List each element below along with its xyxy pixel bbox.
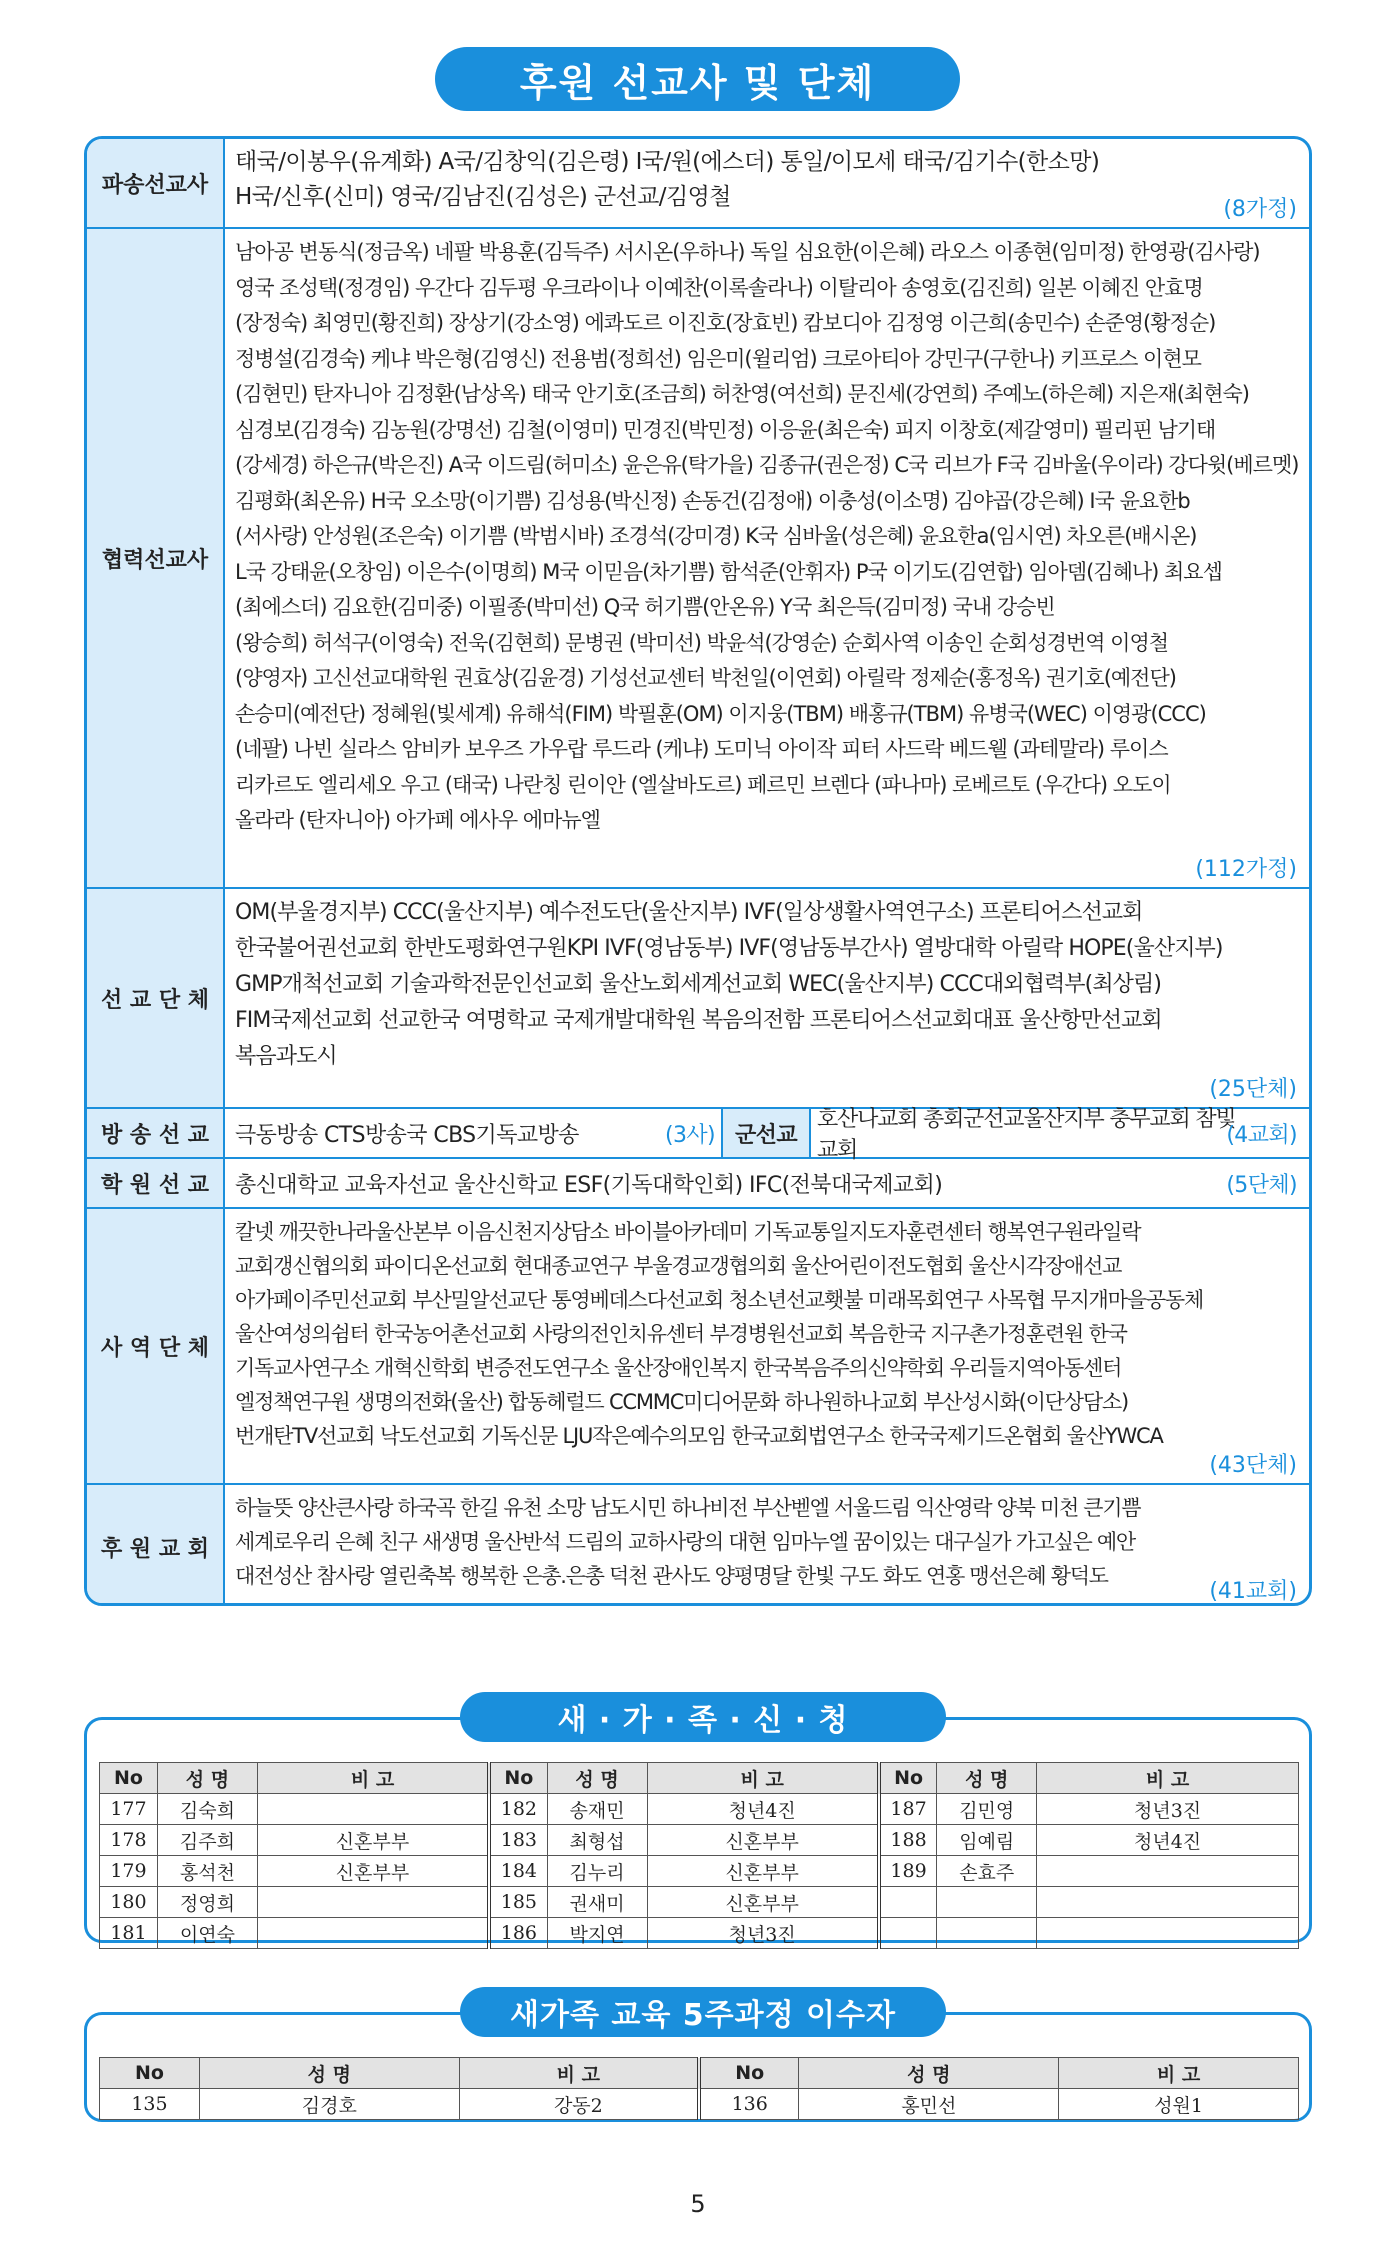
row-count: (41교회) xyxy=(1209,1579,1297,1604)
row-mission-organizations xyxy=(87,889,1309,1109)
cell-note: 청년3진 xyxy=(647,1918,879,1949)
row-dispatch-missionaries xyxy=(87,139,1309,229)
header-no: No xyxy=(699,2058,799,2089)
cell-name: 송재민 xyxy=(547,1794,647,1825)
cell-no: 179 xyxy=(100,1856,158,1887)
new-family-section xyxy=(84,1717,1312,1946)
header-name: 성 명 xyxy=(937,1763,1037,1794)
table-header-row xyxy=(100,2058,1299,2089)
header-note: 비 고 xyxy=(1059,2058,1299,2089)
cell-note xyxy=(1037,1918,1299,1949)
header-name: 성 명 xyxy=(799,2058,1059,2089)
cell-note: 신혼부부 xyxy=(647,1856,879,1887)
row-count: (43단체) xyxy=(1209,1453,1297,1478)
cell-no: 136 xyxy=(699,2089,799,2120)
page-number: 5 xyxy=(690,2190,706,2218)
cell-name: 최형섭 xyxy=(547,1825,647,1856)
cell-note: 강동2 xyxy=(459,2089,699,2120)
header-name: 성 명 xyxy=(157,1763,257,1794)
cell-no: 185 xyxy=(489,1887,547,1918)
row-content: 총신대학교 교육자선교 울산신학교 ESF(기독대학인회) IFC(전북대국제교회) xyxy=(235,1172,943,1198)
cell-no: 186 xyxy=(489,1918,547,1949)
cell-name: 김민영 xyxy=(937,1794,1037,1825)
cell-no: 187 xyxy=(879,1794,937,1825)
cell-no: 135 xyxy=(100,2089,200,2120)
header-note: 비 고 xyxy=(459,2058,699,2089)
military-mission-list: 호산나교회 총회군선교울산지부 충무교회 참빛교회 xyxy=(817,1107,1236,1163)
header-no: No xyxy=(879,1763,937,1794)
military-mission-label: 군선교 xyxy=(721,1109,811,1157)
cell-no: 182 xyxy=(489,1794,547,1825)
table-header-row xyxy=(100,1763,1299,1794)
cell-no: 178 xyxy=(100,1825,158,1856)
broadcast-count: (3사) xyxy=(664,1122,715,1148)
cell-name: 임예림 xyxy=(937,1825,1037,1856)
cell-note: 신혼부부 xyxy=(647,1887,879,1918)
cell-note: 성원1 xyxy=(1059,2089,1299,2120)
header-note: 비 고 xyxy=(647,1763,879,1794)
cell-no: 188 xyxy=(879,1825,937,1856)
military-mission-count: (4교회) xyxy=(1226,1122,1297,1148)
row-content: 남아공 변동식(정금옥) 네팔 박용훈(김득주) 서시온(우하나) 독일 심요한(이은혜) 라오스 이종현(임미정) 한영광(김사랑) 영국 조성택(정경임) 우간다 김두평 우크라이나 이예찬(이록솔라나) 이탈리아 송영호(김진희) 일본 이혜진 안효명 (장정숙) 최영민(황진희) 장상기(강소영) 에콰도르 이진호(장효빈) 캄보디아 김정영 이근희(송민수) 손준영(황정순) 정병설(김경숙) 케냐 박은형(김영신) 전용범(정희선) 임은미(윌리엄) 크로아티아 강민구(구한나) 키프로스 이현모 (김현민) 탄자니아 김정환(남상옥) 태국 안기호(조금희) 허찬영(여선희) 문진세(강연희) 주예노(하은혜) 지은재(최현숙) 심경보(김경숙) 김농원(강명선) 김철(이영미) 민경진(박민정) 이응윤(최은숙) 피지 이창호(제갈영미) 필리핀 남기태 (강세경) 하은규(박은진) A국 이드림(허미소) 윤은유(탁가을) 김종규(권은정) C국 리브가 F국 김바울(우이라) 강다윗(베르멧) 김평화(최온유) H국 오소망(이기쁨) 김성용(박신정) 손동건(김정애) 이충성(이소명) 김야곱(강은혜) I국 윤요한b (서사랑) 안성원(조은숙) 이기쁨 (박범시바) 조경석(강미경) K국 심바울(성은혜) 윤요한a(임시연) 차오른(배시온) L국 강태윤(오창임) 이은수(이명희) M국 이믿음(차기쁨) 함석준(안휘자) P국 이기도(김연합) 임아뎀(김혜나) 최요셉 (최에스더) 김요한(김미중) 이필종(박미선) Q국 허기쁨(안온유) Y국 최은득(김미정) 국내 강승빈 (왕승희) 허석구(이영숙) 전욱(김현희) 문병권 (박미선) 박윤석(강영순) 순회사역 이송인 순회성경번역 이영철 (양영자) 고신선교대학원 권효상(김윤경) 기성선교센터 박천일(이연회) 아릴락 정제순(홍정옥) 권기호(예전단) 손승미(예전단) 정혜원(빛세계) 유해석(FIM) 박필훈(OM) 이지웅(TBM) 배홍규(TBM) 유병국(WEC) 이영광(CCC) (네팔) 나빈 실라스 암비카 보우즈 가우랍 루드라 (케냐) 도미닉 아이작 피터 사드락 베드웰 (과테말라) 루이스 리카르도 엘리세오 우고 (태국) 나란칭 린이안 (엘살바도르) 페르민 브렌다 (파나마) 로베르토 (우간다) 오도이 올라라 (탄자니아) 아가페 에사우 에마뉴엘 xyxy=(235,240,1299,832)
row-partner-missionaries xyxy=(87,229,1309,889)
cell-note xyxy=(257,1794,489,1825)
table-row xyxy=(100,2089,1299,2120)
cell-name: 박지연 xyxy=(547,1918,647,1949)
cell-name: 이연숙 xyxy=(157,1918,257,1949)
sponsor-table xyxy=(84,136,1312,1606)
row-sponsor-churches xyxy=(87,1485,1309,1606)
education-title: 새가족 교육 5주과정 이수자 xyxy=(460,1987,946,2037)
header-no: No xyxy=(489,1763,547,1794)
row-label: 사 역 단 체 xyxy=(87,1209,225,1483)
cell-no xyxy=(879,1887,937,1918)
cell-no: 183 xyxy=(489,1825,547,1856)
table-row xyxy=(100,1794,1299,1825)
page-title: 후원 선교사 및 단체 xyxy=(435,47,960,111)
row-content: 하늘뜻 양산큰사랑 하국곡 한길 유천 소망 남도시민 하나비전 부산벧엘 서울드림 익산영락 양북 미천 큰기쁨 세계로우리 은혜 친구 새생명 울산반석 드림의 교하사랑의 대현 임마누엘 꿈이있는 대구실가 가고싶은 예안 대전성산 참사랑 열린축복 행복한 은총.은총 덕천 관사도 양평명달 한빛 구도 화도 연홍 맹선은혜 황덕도 xyxy=(235,1496,1141,1588)
header-note: 비 고 xyxy=(257,1763,489,1794)
broadcast-list: 극동방송 CTS방송국 CBS기독교방송 xyxy=(235,1122,579,1148)
cell-note xyxy=(1037,1856,1299,1887)
cell-name: 홍민선 xyxy=(799,2089,1059,2120)
row-label: 선 교 단 체 xyxy=(87,889,225,1107)
cell-name: 정영희 xyxy=(157,1887,257,1918)
row-label: 파송선교사 xyxy=(87,139,225,227)
cell-no: 180 xyxy=(100,1887,158,1918)
cell-name: 김누리 xyxy=(547,1856,647,1887)
cell-name xyxy=(937,1887,1037,1918)
row-ministry-organizations xyxy=(87,1209,1309,1485)
row-count: (8가정) xyxy=(1223,197,1297,222)
table-row xyxy=(100,1825,1299,1856)
row-label: 후 원 교 회 xyxy=(87,1485,225,1606)
header-no: No xyxy=(100,2058,200,2089)
cell-note: 신혼부부 xyxy=(257,1825,489,1856)
cell-no: 177 xyxy=(100,1794,158,1825)
header-name: 성 명 xyxy=(547,1763,647,1794)
cell-name xyxy=(937,1918,1037,1949)
row-broadcast-mission xyxy=(87,1107,1309,1163)
cell-note xyxy=(257,1918,489,1949)
cell-name: 권새미 xyxy=(547,1887,647,1918)
cell-name: 김주희 xyxy=(157,1825,257,1856)
header-note: 비 고 xyxy=(1037,1763,1299,1794)
row-count: (25단체) xyxy=(1209,1077,1297,1102)
cell-note xyxy=(257,1887,489,1918)
row-content: OM(부울경지부) CCC(울산지부) 예수전도단(울산지부) IVF(일상생활사역연구소) 프론티어스선교회 한국불어권선교회 한반도평화연구원KPI IVF(영남동부) IVF(영남동부간사) 열방대학 아릴락 HOPE(울산지부) GMP개척선교회 기술과학전문인선교회 울산노회세계선교회 WEC(울산지부) CCC대외협력부(최상림) FIM국제선교회 선교한국 여명학교 국제개발대학원 복음의전함 프론티어스선교회대표 울산항만선교회 복음과도시 xyxy=(235,900,1223,1069)
cell-note: 청년4진 xyxy=(647,1794,879,1825)
header-no: No xyxy=(100,1763,158,1794)
header-name: 성 명 xyxy=(199,2058,459,2089)
table-row xyxy=(100,1887,1299,1918)
education-table xyxy=(99,2057,1299,2120)
row-content: 태국/이봉우(유계화) A국/김창익(김은령) I국/원(에스더) 통일/이모세 태국/김기수(한소망) H국/신후(신미) 영국/김남진(김성은) 군선교/김영철 xyxy=(235,149,1100,210)
row-label: 방 송 선 교 xyxy=(87,1109,225,1157)
row-label: 학 원 선 교 xyxy=(87,1159,225,1207)
cell-note: 청년3진 xyxy=(1037,1794,1299,1825)
cell-no xyxy=(879,1918,937,1949)
cell-note: 신혼부부 xyxy=(647,1825,879,1856)
cell-note: 신혼부부 xyxy=(257,1856,489,1887)
cell-note: 청년4진 xyxy=(1037,1825,1299,1856)
table-row xyxy=(100,1918,1299,1949)
cell-no: 184 xyxy=(489,1856,547,1887)
row-campus-mission xyxy=(87,1159,1309,1209)
cell-note xyxy=(1037,1887,1299,1918)
cell-no: 181 xyxy=(100,1918,158,1949)
cell-name: 홍석천 xyxy=(157,1856,257,1887)
cell-no: 189 xyxy=(879,1856,937,1887)
row-label: 협력선교사 xyxy=(87,229,225,887)
cell-name: 김숙희 xyxy=(157,1794,257,1825)
row-content: 칼넷 깨끗한나라울산본부 이음신천지상담소 바이블아카데미 기독교통일지도자훈련센터 행복연구원라일락 교회갱신협의회 파이디온선교회 현대종교연구 부울경교갱협의회 울산어린이전도협회 울산시각장애선교 아가페이주민선교회 부산밀알선교단 통영베데스다선교회 청소년선교횃불 미래목회연구 사목협 무지개마을공동체 울산여성의쉼터 한국농어촌선교회 사랑의전인치유센터 부경병원선교회 복음한국 지구촌가정훈련원 한국 기독교사연구소 개혁신학회 변증전도연구소 울산장애인복지 한국복음주의신약학회 우리들지역아동센터 엘정책연구원 생명의전화(울산) 합동헤럴드 CCMMC미디어문화 하나원하나교회 부산성시화(이단상담소) 번개탄TV선교회 낙도선교회 기독신문 LJU작은예수의모임 한국교회법연구소 한국국제기드온협회 울산YWCA xyxy=(235,1220,1204,1448)
new-family-title: 새 · 가 · 족 · 신 · 청 xyxy=(460,1692,946,1742)
row-count: (5단체) xyxy=(1226,1172,1297,1198)
cell-name: 손효주 xyxy=(937,1856,1037,1887)
new-family-table xyxy=(99,1762,1299,1949)
row-count: (112가정) xyxy=(1195,857,1297,882)
cell-name: 김경호 xyxy=(199,2089,459,2120)
table-row xyxy=(100,1856,1299,1887)
